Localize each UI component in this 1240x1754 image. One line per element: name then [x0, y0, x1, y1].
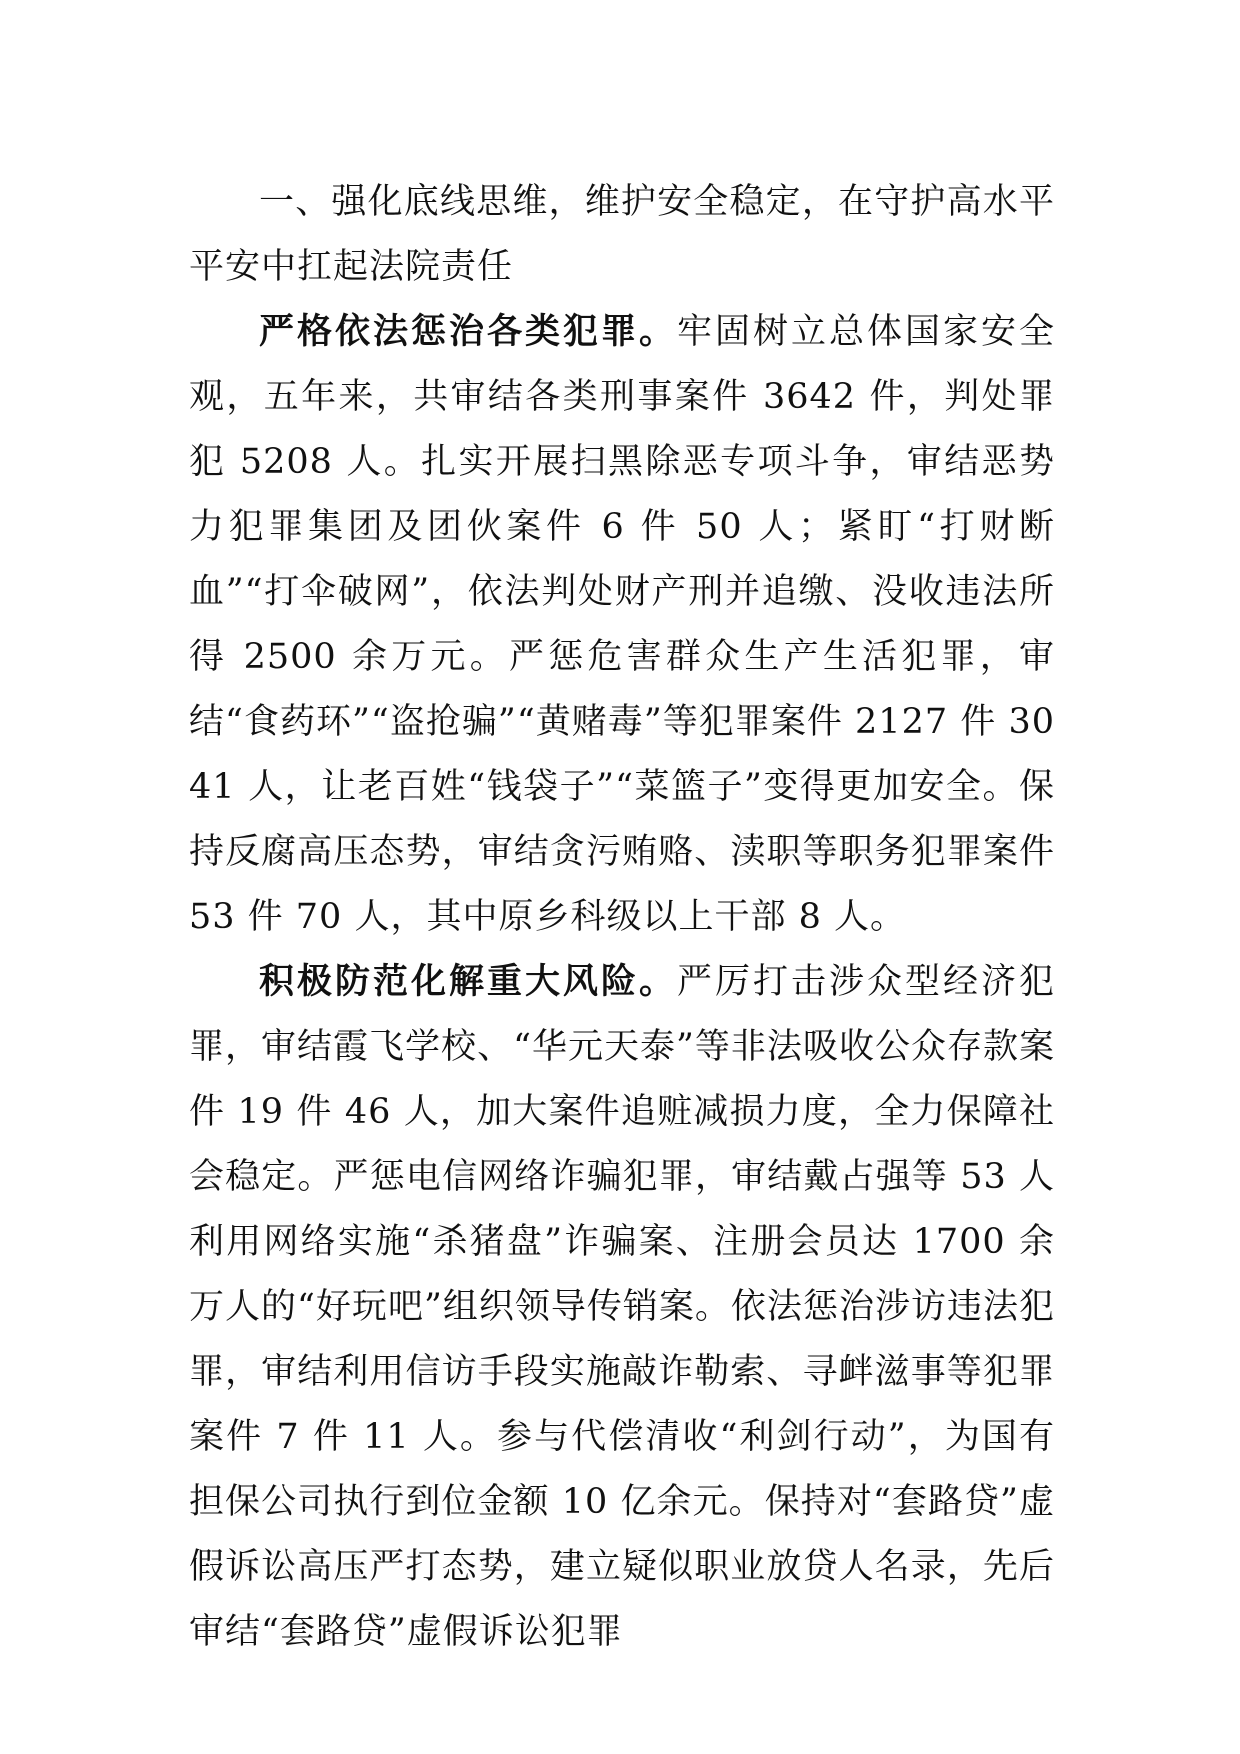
section-heading: 一、强化底线思维，维护安全稳定，在守护高水平平安中扛起法院责任: [189, 182, 1055, 287]
paragraph-risk-prevention: [189, 950, 1055, 1665]
paragraph-lead: 积极防范化解重大风险。: [259, 962, 677, 1002]
paragraph-lead: 严格依法惩治各类犯罪。: [259, 312, 677, 352]
paragraph-body: 严厉打击涉众型经济犯罪，审结霞飞学校、“华元天泰”等非法吸收公众存款案件 19 件 46 人，加大案件追赃减损力度，全力保障社会稳定。严惩电信网络诈骗犯罪，审结戴占强等 53 人利用网络实施“杀猪盘”诈骗案、注册会员达 1700 余万人的“好玩吧”组织领导传销案。依法惩治涉访违法犯罪，审结利用信访手段实施敲诈勒索、寻衅滋事等犯罪案件 7 件 11 人。参与代偿清收“利剑行动”，为国有担保公司执行到位金额 10 亿余元。保持对“套路贷”虚假诉讼高压严打态势，建立疑似职业放贷人名录，先后审结“套路贷”虚假诉讼犯罪: [189, 962, 1055, 1652]
document-page: [189, 170, 1055, 1665]
paragraph-criminal-punishment: [189, 300, 1055, 950]
paragraph-body: 牢固树立总体国家安全观，五年来，共审结各类刑事案件 3642 件，判处罪犯 5208 人。扎实开展扫黑除恶专项斗争，审结恶势力犯罪集团及团伙案件 6 件 50 人；紧盯“打财断血”“打伞破网”，依法判处财产刑并追缴、没收违法所得 2500 余万元。严惩危害群众生产生活犯罪，审结“食药环”“盗抢骗”“黄赌毒”等犯罪案件 2127 件 3041 人，让老百姓“钱袋子”“菜篮子”变得更加安全。保持反腐高压态势，审结贪污贿赂、渎职等职务犯罪案件 53 件 70 人，其中原乡科级以上干部 8 人。: [189, 312, 1055, 937]
